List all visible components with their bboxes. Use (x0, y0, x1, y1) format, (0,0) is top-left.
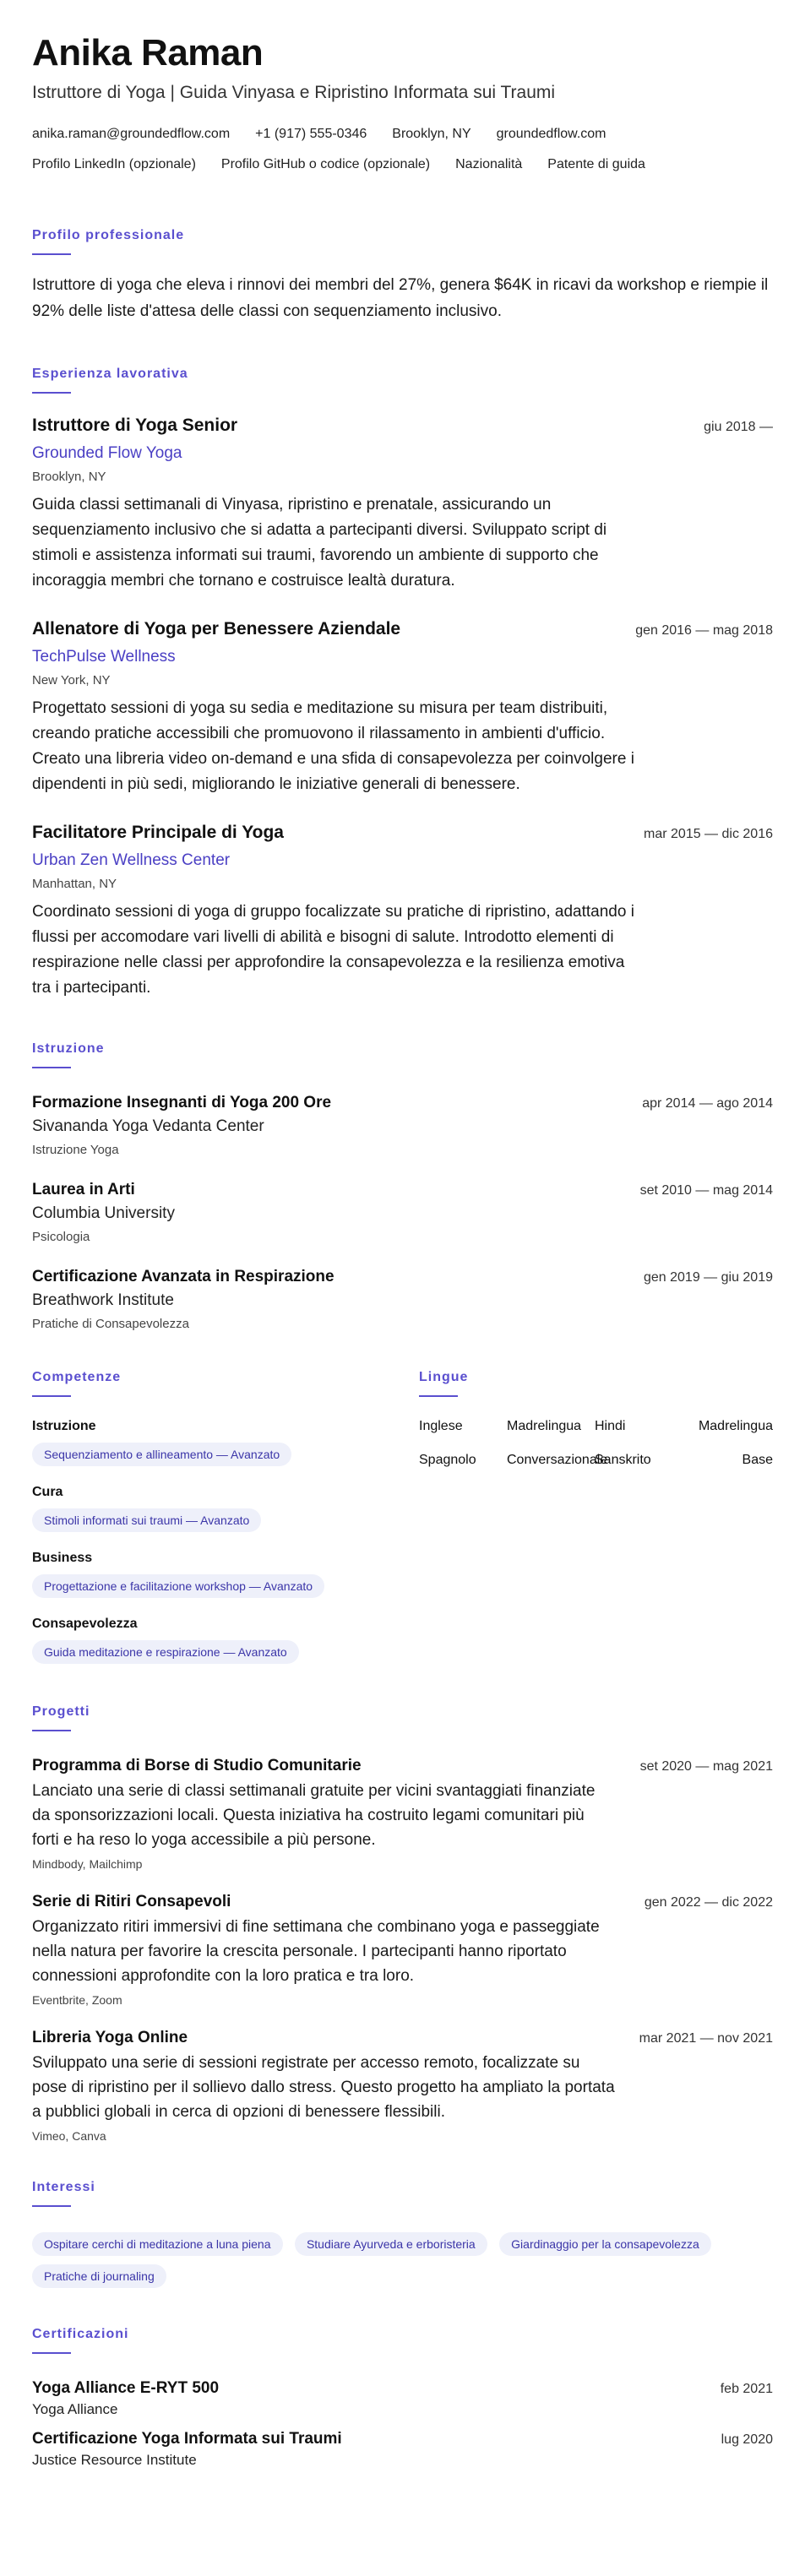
project-tools: Vimeo, Canva (32, 2129, 106, 2144)
job-entry (32, 619, 773, 797)
language-level: Madrelingua (507, 1419, 582, 1434)
job-entry (32, 416, 773, 594)
section-title-experience: Esperienza lavorativa (32, 367, 188, 382)
skill-category: Istruzione (32, 1419, 96, 1434)
project-description: Lanciato una serie di classi settimanali gratuite per vicini svantaggiati finanziate da sponsorizzazioni locali. Questa iniziativa ha costruito legami comunitari più forti e ha reso lo yoga accessibile a più persone. (32, 1782, 596, 1850)
education-institution: Breathwork Institute (32, 1291, 174, 1310)
interest-chip: Studiare Ayurveda e erboristeria (295, 2232, 487, 2256)
nationality-field: Nazionalità (455, 157, 523, 172)
education-degree: Laurea in Arti (32, 1181, 135, 1199)
summary-text: Istruttore di yoga che eleva i rinnovi dei membri del 27%, genera $64K in ricavi da workshop e riempie il 92% delle liste d'attesa delle classi con sequenziamento inclusivo. (32, 276, 769, 321)
section-title-languages: Lingue (419, 1370, 469, 1385)
interests-list (32, 2224, 773, 2288)
project-tools: Eventbrite, Zoom (32, 1993, 122, 2008)
location: Brooklyn, NY (392, 127, 471, 142)
job-date: giu 2018 — (704, 420, 773, 435)
project-description: Organizzato ritiri immersivi di fine settimana che combinano yoga e passeggiate nella natura per favorire la crescita personale. I partecipanti hanno riportato connessioni approfondite con la loro pratica e tra loro. (32, 1918, 600, 1986)
section-divider (32, 392, 71, 394)
education-field: Istruzione Yoga (32, 1143, 119, 1158)
section-divider (32, 1067, 71, 1068)
section-divider (32, 253, 71, 255)
skill-chip: Sequenziamento e allineamento — Avanzato (32, 1443, 291, 1466)
job-description: Guida classi settimanali di Vinyasa, ripristino e prenatale, assicurando un sequenziamento inclusivo che si adatta a partecipanti diversi. Sviluppato script di stimoli e assistenza informati sui traumi, favorendo un ambiente di supporto che incoraggia membri che tornano e costruisce lealtà duratura. (32, 496, 607, 590)
certification-issuer: Justice Resource Institute (32, 2452, 197, 2469)
education-field: Pratiche di Consapevolezza (32, 1317, 189, 1332)
certification-date: feb 2021 (720, 2382, 773, 2397)
candidate-headline: Istruttore di Yoga | Guida Vinyasa e Ripristino Informata sui Traumi (32, 83, 556, 103)
section-title-interests: Interessi (32, 2180, 95, 2195)
certification-date: lug 2020 (721, 2432, 773, 2448)
education-date: set 2010 — mag 2014 (639, 1183, 773, 1198)
education-section (32, 1041, 773, 1331)
project-tools: Mindbody, Mailchimp (32, 1857, 143, 1872)
skills-languages-row (32, 1370, 773, 1664)
skill-chip: Guida meditazione e respirazione — Avanzato (32, 1640, 299, 1664)
language-level: Madrelingua (698, 1419, 773, 1434)
job-title: Allenatore di Yoga per Benessere Aziendale (32, 619, 401, 639)
job-title: Facilitatore Principale di Yoga (32, 823, 284, 843)
projects-section (32, 1704, 773, 2143)
github-link[interactable]: Profilo GitHub o codice (opzionale) (220, 157, 431, 172)
phone-number[interactable]: +1 (917) 555-0346 (255, 127, 367, 142)
project-title: Serie di Ritiri Consapevoli (32, 1893, 231, 1911)
education-entry (32, 1268, 773, 1331)
certification-entry (32, 2430, 773, 2469)
project-entry (32, 2029, 773, 2143)
interest-chip: Pratiche di journaling (32, 2264, 166, 2288)
language-name: Inglese (419, 1419, 463, 1434)
education-institution: Columbia University (32, 1204, 175, 1223)
experience-section (32, 367, 773, 1001)
languages-grid (419, 1419, 773, 1468)
job-description: Progettato sessioni di yoga su sedia e meditazione su misura per team distribuiti, creando pratiche accessibili che promuovono il rilassamento in ambienti d'ufficio. Creato una libreria video on-demand e una sfida di consapevolezza per coinvolgere i dipendenti in più sedi, migliorando le iniziative generali di benessere. (32, 699, 634, 794)
skills-section (32, 1370, 419, 1664)
section-divider (32, 2352, 71, 2354)
certification-name: Yoga Alliance E-RYT 500 (32, 2379, 220, 2398)
resume-header (32, 34, 773, 172)
education-date: apr 2014 — ago 2014 (642, 1096, 773, 1111)
language-name: Sanskrito (595, 1453, 651, 1468)
project-entry (32, 1757, 773, 1871)
education-field: Psicologia (32, 1230, 90, 1245)
certification-issuer: Yoga Alliance (32, 2401, 118, 2418)
section-divider (32, 1730, 71, 1731)
interest-chip: Ospitare cerchi di meditazione a luna piena (32, 2232, 283, 2256)
certification-entry (32, 2379, 773, 2418)
driving-license-field: Patente di guida (547, 157, 645, 172)
section-divider (419, 1395, 458, 1397)
linkedin-link[interactable]: Profilo LinkedIn (opzionale) (32, 157, 196, 172)
job-entry (32, 823, 773, 1001)
language-name: Spagnolo (419, 1453, 476, 1468)
section-title-projects: Progetti (32, 1704, 90, 1720)
language-level: Conversazionale (507, 1453, 608, 1468)
job-company: Grounded Flow Yoga (32, 444, 182, 463)
interest-chip: Giardinaggio per la consapevolezza (499, 2232, 711, 2256)
section-title-summary: Profilo professionale (32, 228, 185, 243)
skill-chip: Progettazione e facilitazione workshop — Avanzato (32, 1574, 324, 1598)
section-title-certifications: Certificazioni (32, 2327, 129, 2342)
contact-info (32, 127, 773, 142)
section-divider (32, 2205, 71, 2207)
job-location: Brooklyn, NY (32, 470, 106, 485)
education-degree: Certificazione Avanzata in Respirazione (32, 1268, 335, 1286)
section-title-education: Istruzione (32, 1041, 105, 1057)
job-date: mar 2015 — dic 2016 (644, 827, 773, 842)
job-date: gen 2016 — mag 2018 (635, 623, 773, 639)
candidate-name: Anika Raman (32, 32, 264, 73)
education-date: gen 2019 — giu 2019 (643, 1270, 773, 1285)
website-link[interactable]: groundedflow.com (496, 127, 606, 142)
job-company: TechPulse Wellness (32, 648, 176, 666)
language-name: Hindi (595, 1419, 626, 1434)
project-date: set 2020 — mag 2021 (639, 1759, 773, 1774)
job-location: Manhattan, NY (32, 877, 117, 892)
email-link[interactable]: anika.raman@groundedflow.com (32, 127, 231, 142)
certifications-section (32, 2327, 773, 2469)
project-title: Libreria Yoga Online (32, 2029, 188, 2047)
profile-links (32, 157, 773, 172)
section-title-skills: Competenze (32, 1370, 122, 1385)
certification-name: Certificazione Yoga Informata sui Traumi (32, 2430, 342, 2448)
languages-section (419, 1370, 773, 1664)
project-date: mar 2021 — nov 2021 (639, 2031, 773, 2046)
job-description: Coordinato sessioni di yoga di gruppo focalizzate su pratiche di ripristino, adattando i flussi per accomodare vari livelli di abilità e bisogni di salute. Introdotto elementi di respirazione nelle classi per approfondire la consapevolezza e la resilienza emotiva tra i partecipanti. (32, 903, 634, 997)
skill-category: Cura (32, 1485, 63, 1500)
skill-category: Business (32, 1551, 93, 1566)
section-divider (32, 1395, 71, 1397)
language-level: Base (742, 1453, 773, 1468)
education-entry (32, 1094, 773, 1157)
education-institution: Sivananda Yoga Vedanta Center (32, 1117, 264, 1136)
project-date: gen 2022 — dic 2022 (644, 1895, 773, 1910)
project-entry (32, 1893, 773, 2007)
interests-section (32, 2180, 773, 2288)
skill-category: Consapevolezza (32, 1617, 138, 1632)
skill-chip: Stimoli informati sui traumi — Avanzato (32, 1508, 261, 1532)
job-location: New York, NY (32, 673, 111, 688)
education-entry (32, 1181, 773, 1244)
project-description: Sviluppato una serie di sessioni registrate per accesso remoto, focalizzate su pose di ripristino per il sollievo dallo stress. Questo progetto ha ampliato la portata a pubblici globali in cerca di opzioni di benessere flessibili. (32, 2054, 615, 2122)
project-title: Programma di Borse di Studio Comunitarie (32, 1757, 362, 1775)
job-company: Urban Zen Wellness Center (32, 851, 231, 870)
job-title: Istruttore di Yoga Senior (32, 416, 238, 436)
education-degree: Formazione Insegnanti di Yoga 200 Ore (32, 1094, 332, 1112)
summary-section (32, 228, 773, 324)
